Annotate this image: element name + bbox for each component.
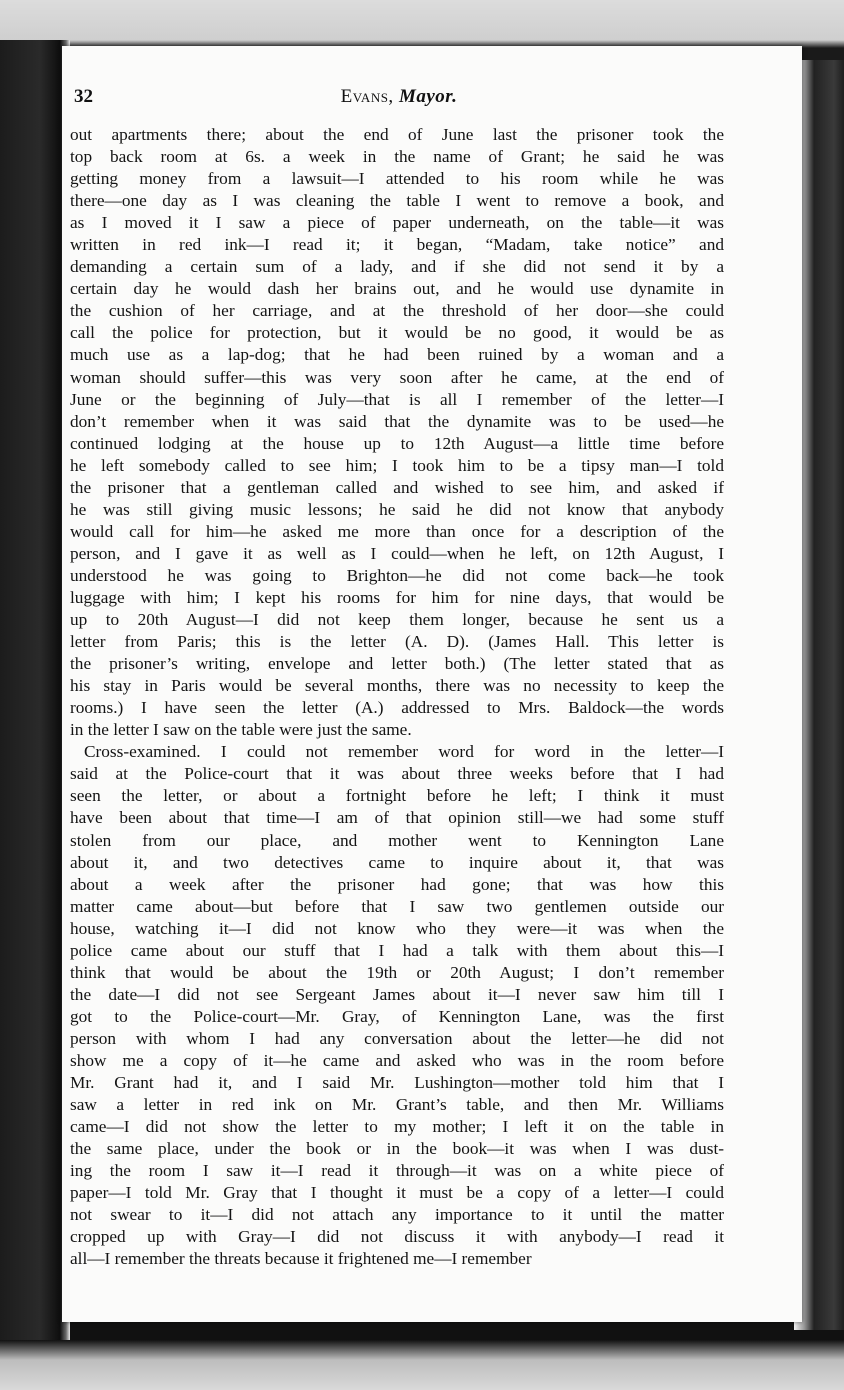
page-number: 32	[74, 86, 93, 107]
book-binding-edge	[0, 40, 70, 1340]
text-line: call the police for protection, but it would be no good, it would be as	[70, 323, 724, 343]
text-line: about it, and two detectives came to inquire about it, that was	[70, 852, 724, 872]
header-name: Evans,	[340, 86, 394, 107]
text-line: matter came about—but before that I saw two gentlemen outside our	[70, 896, 724, 916]
text-line: house, watching it—I did not know who they were—it was when the	[70, 918, 724, 938]
text-line: demanding a certain sum of a lady, and if she did not send it by a	[70, 257, 724, 277]
text-line: in the letter I saw on the table were just the same.	[70, 720, 412, 740]
text-line: he was still giving music lessons; he said he did not know that anybody	[70, 499, 724, 519]
text-line: letter from Paris; this is the letter (A. D). (James Hall. This letter is	[70, 632, 724, 652]
text-line: getting money from a lawsuit—I attended to his room while he was	[70, 169, 724, 189]
text-line: saw a letter in red ink on Mr. Grant’s table, and then Mr. Williams	[70, 1095, 724, 1115]
text-line: all—I remember the threats because it frightened me—I remember	[70, 1249, 532, 1269]
text-line: said at the Police-court that it was about three weeks before that I had	[70, 764, 724, 784]
text-line: luggage with him; I kept his rooms for him for nine days, that would be	[70, 587, 724, 607]
header-role: Mayor.	[398, 86, 458, 107]
text-line: the prisoner that a gentleman called and wished to see him, and asked if	[70, 477, 724, 497]
text-line: out apartments there; about the end of June last the prisoner took the	[70, 125, 724, 144]
page-header-title	[74, 86, 724, 108]
text-line: stolen from our place, and mother went to Kennington Lane	[70, 830, 724, 850]
text-line: got to the Police-court—Mr. Gray, of Kennington Lane, was the first	[70, 1006, 724, 1026]
text-line: ing the room I saw it—I read it through—it was on a white piece of	[70, 1161, 724, 1181]
text-line: certain day he would dash her brains out, and he would use dynamite in	[70, 279, 724, 299]
text-line: seen the letter, or about a fortnight before he left; I think it must	[70, 786, 724, 806]
text-line: Cross-examined. I could not remember word for word in the letter—I	[84, 742, 724, 762]
text-line: person with whom I had any conversation about the letter—he did not	[70, 1028, 724, 1048]
text-line: police came about our stuff that I had a talk with them about this—I	[70, 940, 724, 960]
text-line: would call for him—he asked me more than once for a description of the	[70, 521, 724, 541]
text-line: think that would be about the 19th or 20th August; I don’t remember	[70, 962, 724, 982]
text-line: paper—I told Mr. Gray that I thought it must be a copy of a letter—I could	[70, 1183, 724, 1203]
text-line: person, and I gave it as well as I could—when he left, on 12th August, I	[70, 543, 724, 563]
running-head	[74, 86, 724, 110]
text-line: understood he was going to Brighton—he did not come back—he took	[70, 565, 724, 585]
text-line: continued lodging at the house up to 12th August—a little time before	[70, 433, 724, 453]
text-line: have been about that time—I am of that opinion still—we had some stuff	[70, 808, 724, 828]
text-line: the same place, under the book or in the book—it was when I was dust-	[70, 1139, 724, 1159]
text-line: he left somebody called to see him; I took him to be a tipsy man—I told	[70, 455, 724, 475]
body-text	[70, 124, 724, 1270]
text-line: the cushion of her carriage, and at the threshold of her door—she could	[70, 301, 724, 321]
text-line: woman should suffer—this was very soon after he came, at the end of	[70, 367, 724, 387]
text-line: cropped up with Gray—I did not discuss it with anybody—I read it	[70, 1227, 724, 1247]
text-line: about a week after the prisoner had gone; that was how this	[70, 874, 724, 894]
text-line: June or the beginning of July—that is all I remember of the letter—I	[70, 389, 724, 409]
text-line: written in red ink—I read it; it began, “Madam, take notice” and	[70, 235, 724, 255]
text-line: don’t remember when it was said that the dynamite was to be used—he	[70, 411, 724, 431]
text-line: the date—I did not see Sergeant James about it—I never saw him till I	[70, 984, 724, 1004]
text-line: came—I did not show the letter to my mother; I left it on the table in	[70, 1117, 724, 1137]
text-line: much use as a lap-dog; that he had been ruined by a woman and a	[70, 345, 724, 365]
text-line: the prisoner’s writing, envelope and letter both.) (The letter stated that as	[70, 654, 724, 674]
text-line: as I moved it I saw a piece of paper underneath, on the table—it was	[70, 213, 724, 233]
text-line: top back room at 6s. a week in the name of Grant; he said he was	[70, 147, 724, 167]
text-line: show me a copy of it—he came and asked who was in the room before	[70, 1050, 724, 1070]
text-line: rooms.) I have seen the letter (A.) addressed to Mrs. Baldock—the words	[70, 698, 724, 718]
text-line: there—one day as I was cleaning the table I went to remove a book, and	[70, 191, 724, 211]
text-line: not swear to it—I did not attach any importance to it until the matter	[70, 1205, 724, 1225]
text-line: Mr. Grant had it, and I said Mr. Lushington—mother told him that I	[70, 1073, 724, 1093]
text-line: his stay in Paris would be several months, there was no necessity to keep the	[70, 676, 724, 696]
text-line: up to 20th August—I did not keep them longer, because he sent us a	[70, 610, 724, 630]
